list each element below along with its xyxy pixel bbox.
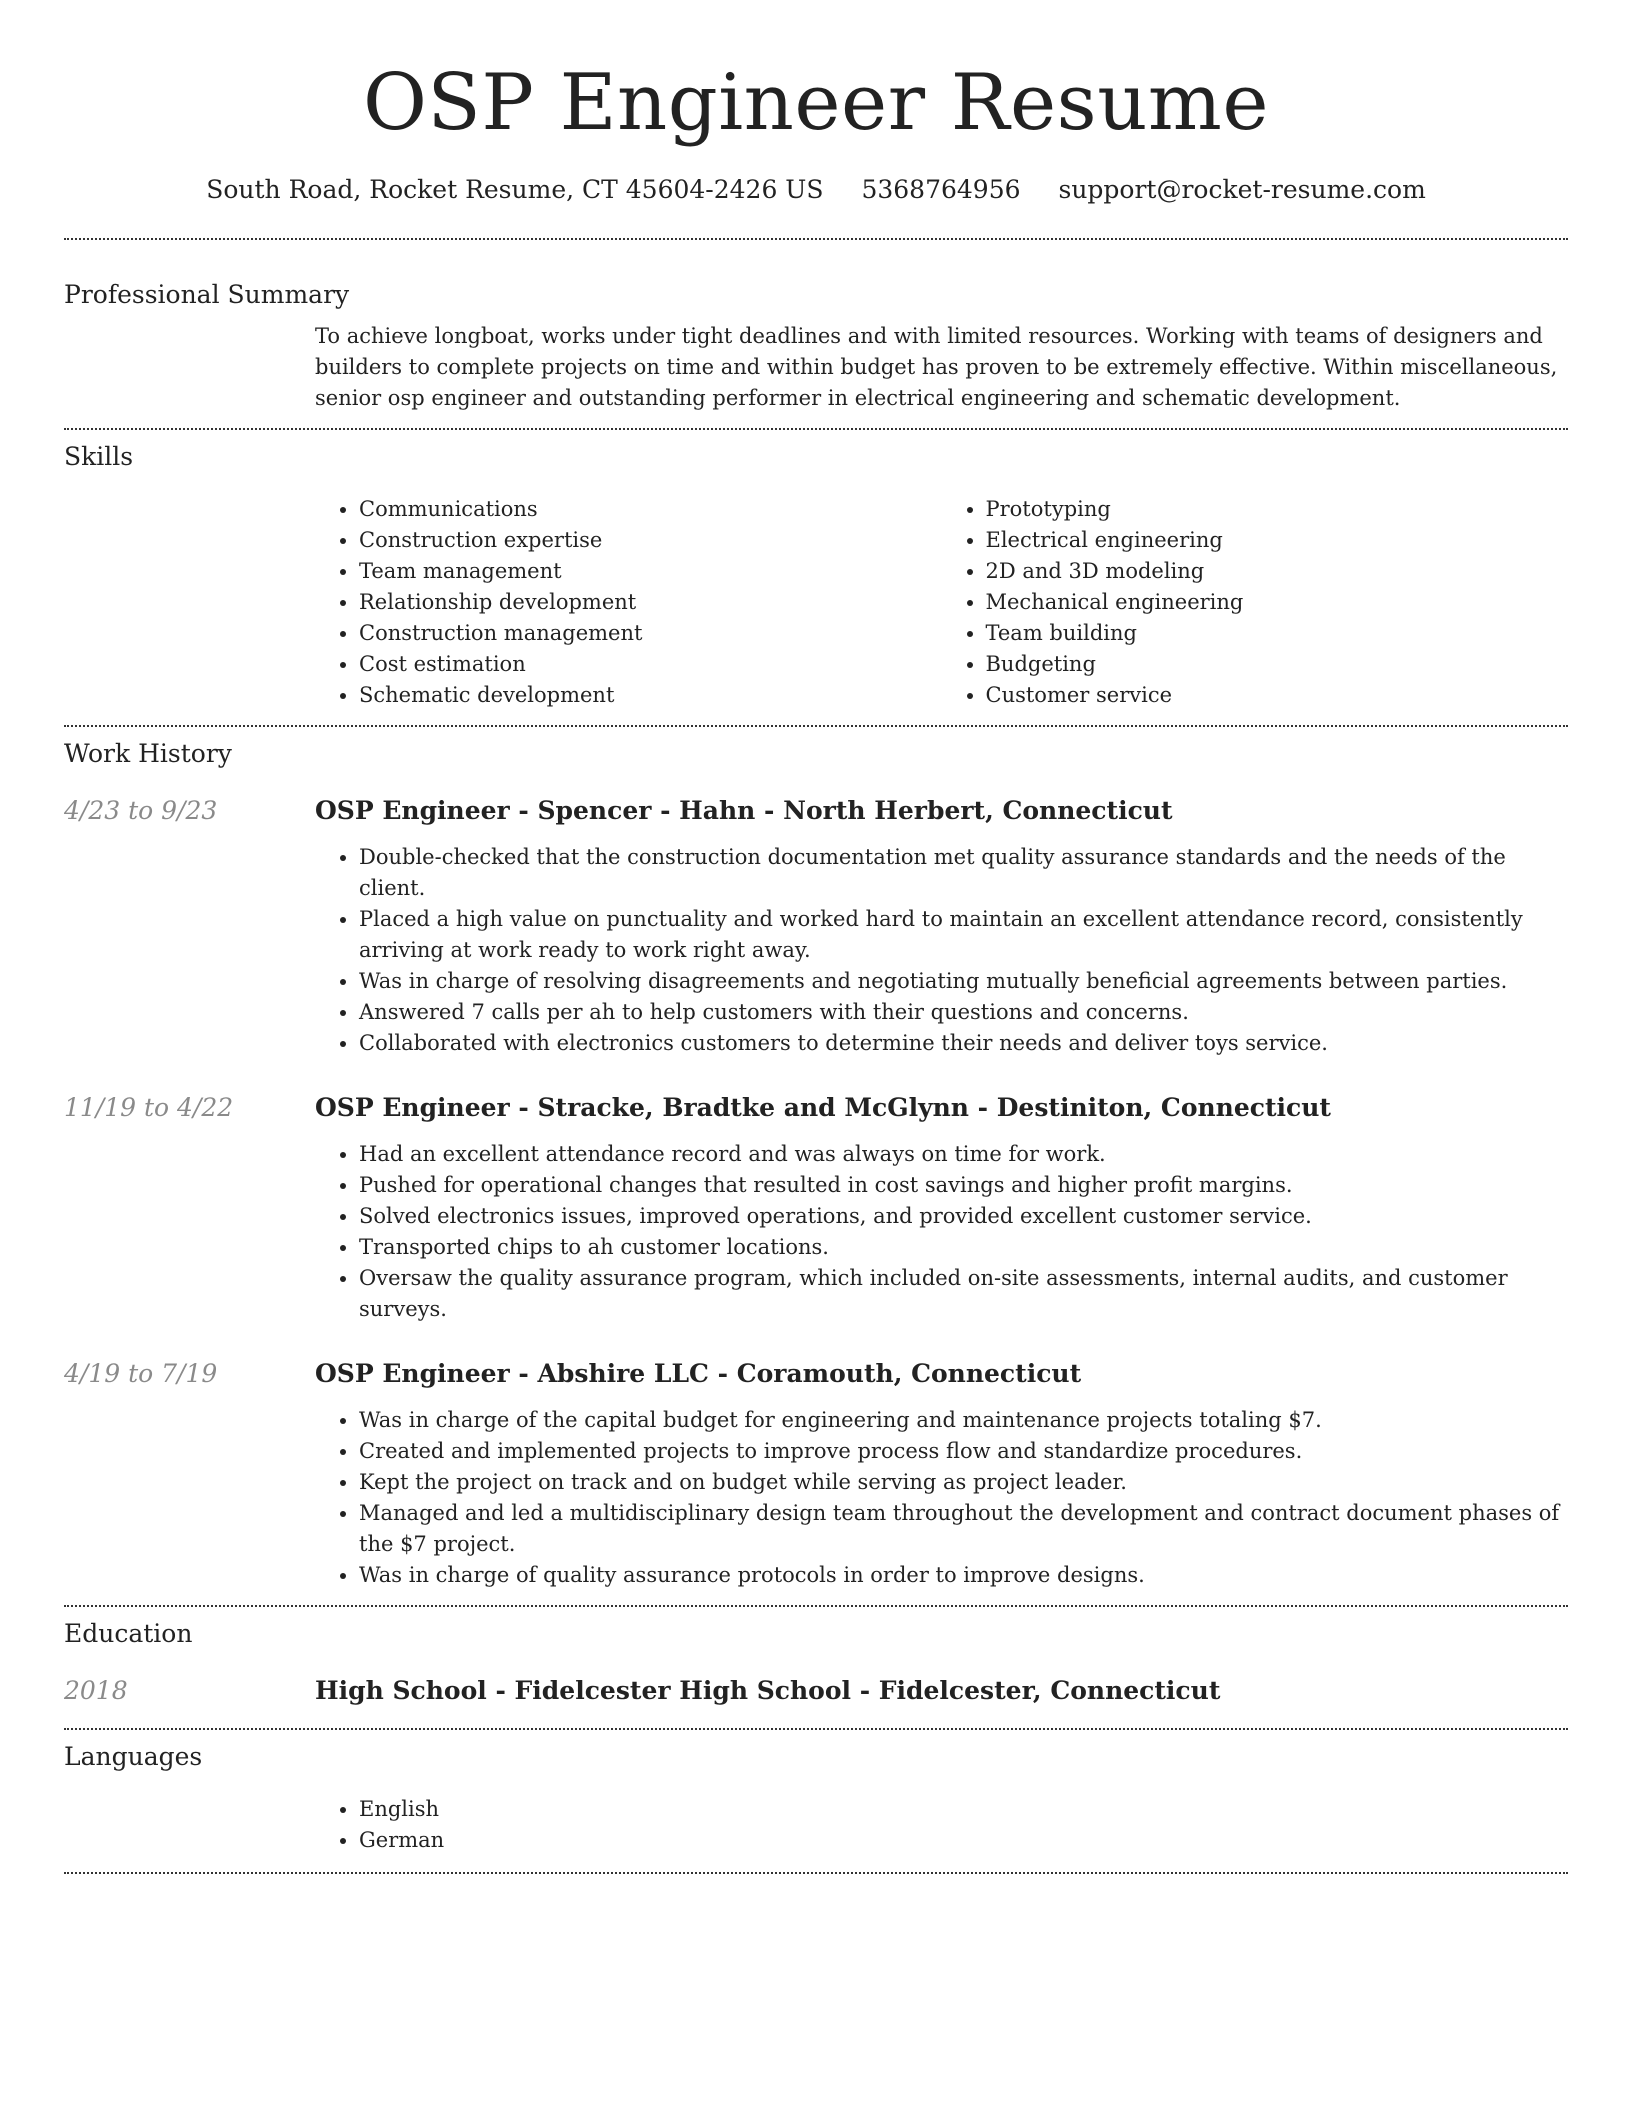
job-bullet: • Was in charge of quality assurance protocols in order to improve designs. <box>359 1560 1568 1591</box>
job-bullet: • Transported chips to ah customer locations. <box>359 1232 1568 1263</box>
language-item: • English <box>359 1794 1568 1825</box>
job-bullets <box>315 1139 1568 1325</box>
skill-item: • Construction management <box>359 618 942 649</box>
skill-item: • Relationship development <box>359 587 942 618</box>
skill-item: • Team management <box>359 556 942 587</box>
job-bullet: • Double-checked that the construction documentation met quality assurance standards and the needs of the client. <box>359 842 1568 904</box>
education-heading: Education <box>64 1619 193 1648</box>
language-item: • German <box>359 1825 1568 1856</box>
skills-list-right <box>942 494 1569 711</box>
job-bullet: • Placed a high value on punctuality and worked hard to maintain an excellent attendance record, consistently arriving at work ready to work right away. <box>359 904 1568 966</box>
resume-title: OSP Engineer Resume <box>362 58 1270 148</box>
languages-divider <box>64 1872 1568 1874</box>
job-title: OSP Engineer - Abshire LLC - Coramouth, Connecticut <box>315 1359 1082 1388</box>
skills-heading: Skills <box>64 442 134 471</box>
skill-item: • Schematic development <box>359 680 942 711</box>
job-dates: 4/19 to 7/19 <box>64 1359 218 1388</box>
job-bullet: • Pushed for operational changes that resulted in cost savings and higher profit margins. <box>359 1170 1568 1201</box>
skill-item: • Electrical engineering <box>986 525 1569 556</box>
languages-heading: Languages <box>64 1742 203 1771</box>
skill-item: • Customer service <box>986 680 1569 711</box>
skills-section <box>64 430 1568 711</box>
skills-list-left <box>315 494 942 711</box>
skill-item: • Cost estimation <box>359 649 942 680</box>
job-bullet: • Was in charge of the capital budget for engineering and maintenance projects totaling $7. <box>359 1405 1568 1436</box>
job-bullet: • Managed and led a multidisciplinary design team throughout the development and contract document phases of the $7 project. <box>359 1498 1568 1560</box>
job-title: OSP Engineer - Stracke, Bradtke and McGlynn - Destiniton, Connecticut <box>315 1093 1331 1122</box>
job-bullets <box>315 842 1568 1059</box>
job-entry <box>64 794 1568 1059</box>
job-dates: 4/23 to 9/23 <box>64 796 218 825</box>
job-bullet: • Answered 7 calls per ah to help customers with their questions and concerns. <box>359 997 1568 1028</box>
work-section <box>64 727 1568 1591</box>
contact-line <box>64 173 1568 207</box>
job-dates: 11/19 to 4/22 <box>64 1093 234 1122</box>
summary-section <box>64 240 1568 414</box>
job-bullet: • Kept the project on track and on budget while serving as project leader. <box>359 1467 1568 1498</box>
summary-heading: Professional Summary <box>64 280 350 309</box>
education-section <box>64 1607 1568 1708</box>
skill-item: • Prototyping <box>986 494 1569 525</box>
languages-list <box>315 1794 1568 1856</box>
job-bullet: • Solved electronics issues, improved operations, and provided excellent customer service. <box>359 1201 1568 1232</box>
skill-item: • Mechanical engineering <box>986 587 1569 618</box>
education-year: 2018 <box>64 1676 128 1705</box>
contact-address: South Road, Rocket Resume, CT 45604-2426 US <box>206 175 824 204</box>
skill-item: • Construction expertise <box>359 525 942 556</box>
education-title: High School - Fidelcester High School - Fidelcester, Connecticut <box>315 1676 1221 1705</box>
skill-item: • Communications <box>359 494 942 525</box>
skill-item: • Budgeting <box>986 649 1569 680</box>
job-bullet: • Had an excellent attendance record and was always on time for work. <box>359 1139 1568 1170</box>
education-entry <box>64 1674 1568 1708</box>
skill-item: • 2D and 3D modeling <box>986 556 1569 587</box>
job-bullet: • Created and implemented projects to improve process flow and standardize procedures. <box>359 1436 1568 1467</box>
job-bullet: • Oversaw the quality assurance program, which included on-site assessments, internal audits, and customer surveys. <box>359 1263 1568 1325</box>
job-bullet: • Collaborated with electronics customers to determine their needs and deliver toys service. <box>359 1028 1568 1059</box>
contact-phone: 5368764956 <box>861 175 1021 204</box>
job-entry <box>64 1357 1568 1591</box>
summary-text: To achieve longboat, works under tight deadlines and with limited resources. Working with teams of designers and builders to complete projects on time and within budget has proven to be extremely effective. Within miscellaneous, senior osp engineer and outstanding performer in electrical engineering and schematic development. <box>315 324 1558 410</box>
job-bullet: • Was in charge of resolving disagreements and negotiating mutually beneficial agreements between parties. <box>359 966 1568 997</box>
job-title: OSP Engineer - Spencer - Hahn - North Herbert, Connecticut <box>315 796 1173 825</box>
work-heading: Work History <box>64 739 232 768</box>
job-entry <box>64 1091 1568 1325</box>
job-bullets <box>315 1405 1568 1591</box>
languages-section <box>64 1730 1568 1856</box>
contact-email: support@rocket-resume.com <box>1058 175 1426 204</box>
skill-item: • Team building <box>986 618 1569 649</box>
